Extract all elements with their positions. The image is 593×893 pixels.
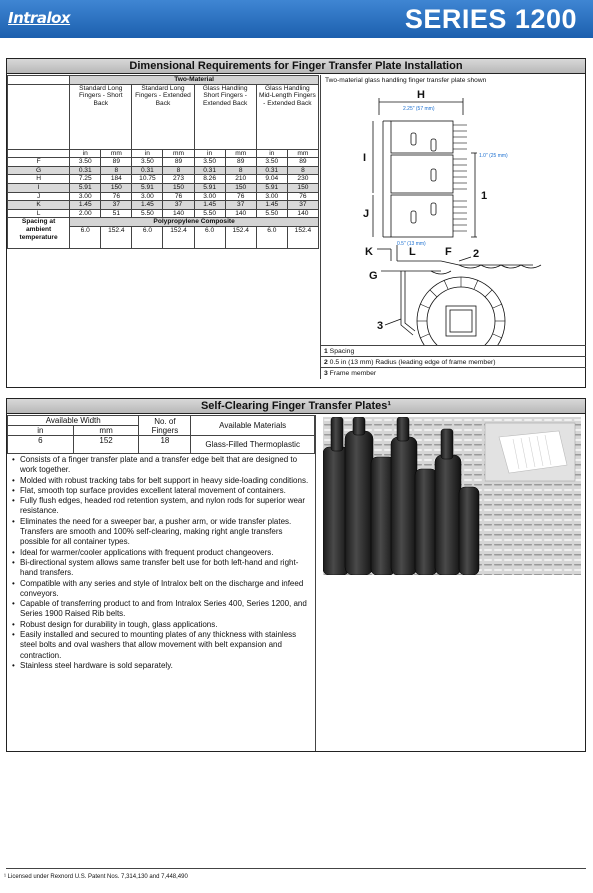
dimension-value: 150: [287, 183, 318, 192]
dimension-row: [8, 158, 319, 167]
dim-label-h: H: [417, 89, 425, 101]
feature-item: • Molded with robust tracking tabs for belt support in heavy side-loading conditions.: [11, 476, 313, 486]
dimensions-panel: [6, 58, 586, 388]
unit-label: in: [194, 149, 225, 158]
feature-item: • Fully flush edges, headed rod retention system, and nylon rods for superior wear resistance.: [11, 496, 313, 517]
unit-label: mm: [163, 149, 194, 158]
dimension-label: F: [8, 158, 70, 167]
width-in: 6: [8, 436, 74, 454]
self-clearing-table: [7, 415, 315, 454]
dimension-value: 5.50: [194, 209, 225, 218]
spacing-value: 152.4: [287, 226, 318, 248]
unit-label: in: [70, 149, 101, 158]
dimension-value: 89: [101, 158, 132, 167]
legend-item: 3 Frame member: [324, 370, 377, 377]
dimension-row: [8, 183, 319, 192]
spacing-value: 152.4: [101, 226, 132, 248]
dim-note-right: 1.0" (25 mm): [479, 153, 508, 159]
column-header: Standard Long Fingers - Short Back: [70, 84, 132, 149]
dimension-value: 8: [225, 166, 256, 175]
column-header: Glass Handling Mid-Length Fingers - Extended Back: [256, 84, 318, 149]
dimension-value: 3.50: [70, 158, 101, 167]
spacing-value: 152.4: [163, 226, 194, 248]
unit-label: mm: [287, 149, 318, 158]
dimension-label: K: [8, 201, 70, 210]
material: Glass-Filled Thermoplastic: [191, 436, 315, 454]
feature-item: • Stainless steel hardware is sold separately.: [11, 661, 313, 671]
dimension-value: 8: [163, 166, 194, 175]
unit-label: mm: [225, 149, 256, 158]
dimension-value: 150: [163, 183, 194, 192]
feature-item: • Ideal for warmer/cooler applications with frequent product changeovers.: [11, 548, 313, 558]
dim-label-g: G: [369, 270, 378, 282]
dimension-value: 273: [163, 175, 194, 184]
unit-mm: mm: [73, 426, 139, 436]
dimension-value: 0.31: [70, 166, 101, 175]
dimension-label: H: [8, 175, 70, 184]
fingers-header: No. of Fingers: [139, 416, 191, 436]
dimension-value: 210: [225, 175, 256, 184]
dimension-value: 37: [287, 201, 318, 210]
dimension-value: 0.31: [194, 166, 225, 175]
dimension-value: 184: [101, 175, 132, 184]
dimension-value: 37: [101, 201, 132, 210]
dimension-value: 51: [101, 209, 132, 218]
dimension-value: 9.04: [256, 175, 287, 184]
dimension-value: 2.00: [70, 209, 101, 218]
dimension-value: 3.50: [256, 158, 287, 167]
dimension-value: 89: [163, 158, 194, 167]
callout-3: 3: [377, 320, 384, 332]
dimension-label: I: [8, 183, 70, 192]
dim-label-l: L: [409, 246, 416, 258]
dimension-value: 8: [287, 166, 318, 175]
dimension-value: 0.31: [132, 166, 163, 175]
spacing-value: 152.4: [225, 226, 256, 248]
feature-list: [11, 455, 313, 671]
dim-label-i: I: [363, 152, 367, 164]
spacing-value: 6.0: [132, 226, 163, 248]
feature-item: • Robust design for durability in tough, glass applications.: [11, 620, 313, 630]
dimension-value: 140: [225, 209, 256, 218]
dimension-label: J: [8, 192, 70, 201]
feature-item: • Bi-directional system allows same transfer belt use for both left-hand and right-hand transfers.: [11, 558, 313, 579]
dim-label-j: J: [363, 208, 370, 220]
dim-label-k: K: [365, 246, 373, 258]
fingers-count: 18: [139, 436, 191, 454]
dimension-value: 3.50: [132, 158, 163, 167]
dimensions-table: [7, 75, 319, 249]
dim-note-top: 2.25" (57 mm): [403, 106, 435, 112]
column-header: Glass Handling Short Fingers - Extended Back: [194, 84, 256, 149]
dimension-value: 5.91: [256, 183, 287, 192]
feature-item: • Compatible with any series and style of Intralox belt on the discharge and infeed conveyors.: [11, 579, 313, 600]
feature-item: • Consists of a finger transfer plate and a transfer edge belt that are designed to work together.: [11, 455, 313, 476]
callout-2: 2: [473, 248, 480, 260]
dimension-value: 230: [287, 175, 318, 184]
intralox-logo: Intralox: [8, 9, 71, 27]
unit-label: in: [256, 149, 287, 158]
dimension-label: L: [8, 209, 70, 218]
patent-footnote: ¹ Licensed under Rexnord U.S. Patent Nos. 7,314,130 and 7,448,490: [4, 874, 188, 880]
dimension-value: 5.50: [132, 209, 163, 218]
callout-1: 1: [481, 190, 488, 202]
dimension-row: [8, 166, 319, 175]
dimension-value: 37: [225, 201, 256, 210]
transfer-plate-figure: [320, 75, 585, 345]
dimension-value: 0.31: [256, 166, 287, 175]
materials-header: Available Materials: [191, 416, 315, 436]
feature-item: • Flat, smooth top surface provides excellent lateral movement of containers.: [11, 486, 313, 496]
dimension-value: 3.50: [194, 158, 225, 167]
unit-label: in: [132, 149, 163, 158]
dimension-value: 1.45: [70, 201, 101, 210]
dimension-value: 89: [225, 158, 256, 167]
bottles-on-belt-image: [323, 417, 581, 575]
dimension-value: 89: [287, 158, 318, 167]
feature-item: • Capable of transferring product to and from Intralox Series 400, Series 1200, and Series 1900 Raised Rib belts.: [11, 599, 313, 620]
unit-label: mm: [101, 149, 132, 158]
dimension-value: 5.91: [70, 183, 101, 192]
self-clearing-panel: [6, 398, 586, 752]
dimension-value: 3.00: [194, 192, 225, 201]
dimension-value: 5.91: [132, 183, 163, 192]
dimension-value: 37: [163, 201, 194, 210]
dimension-row: [8, 175, 319, 184]
series-title: SERIES 1200: [404, 4, 577, 34]
dimension-value: 76: [225, 192, 256, 201]
dimension-value: 140: [163, 209, 194, 218]
group-header: Two-Material: [70, 76, 319, 85]
dimension-value: 150: [101, 183, 132, 192]
figure-legend: [320, 345, 586, 379]
poly-header: Polypropylene Composite: [70, 218, 319, 227]
figure-caption: Two-material glass handling finger transfer plate shown: [325, 77, 487, 84]
feature-item: • Eliminates the need for a sweeper bar, a pusher arm, or wide transfer plates. Transfers are smooth and 100% self-clearing, making right angle transfers possible for all container types.: [11, 517, 313, 548]
dimension-value: 3.00: [132, 192, 163, 201]
header-banner: [0, 0, 593, 38]
dimension-value: 10.75: [132, 175, 163, 184]
feature-item: • Easily installed and secured to mounting plates of any thickness with stainless steel bolts and oval washers that allow movement with belt expansion and contraction.: [11, 630, 313, 661]
spacing-value: 6.0: [256, 226, 287, 248]
column-divider: [315, 415, 316, 751]
dimension-value: 3.00: [70, 192, 101, 201]
dimension-value: 5.50: [256, 209, 287, 218]
dimension-value: 1.45: [256, 201, 287, 210]
spacing-label: Spacing at ambient temperature: [8, 218, 70, 249]
dimension-value: 140: [287, 209, 318, 218]
unit-in: in: [8, 426, 74, 436]
dimension-value: 5.91: [194, 183, 225, 192]
dimension-value: 7.25: [70, 175, 101, 184]
dimension-row: [8, 209, 319, 218]
dimension-value: 1.45: [132, 201, 163, 210]
spacing-value: 6.0: [70, 226, 101, 248]
dimension-value: 76: [287, 192, 318, 201]
dimension-value: 3.00: [256, 192, 287, 201]
dimension-value: 76: [163, 192, 194, 201]
dimension-value: 8.26: [194, 175, 225, 184]
dimension-value: 1.45: [194, 201, 225, 210]
legend-item: 2 0.5 in (13 mm) Radius (leading edge of frame member): [321, 357, 586, 368]
dimension-value: 76: [101, 192, 132, 201]
dimension-value: 150: [225, 183, 256, 192]
self-clearing-title: Self-Clearing Finger Transfer Plates¹: [7, 399, 585, 414]
width-header: Available Width: [8, 416, 139, 426]
dim-note-small: 0.5" (13 mm): [397, 241, 426, 247]
dim-label-f: F: [445, 246, 452, 258]
dimension-label: G: [8, 166, 70, 175]
product-photo: [323, 417, 581, 575]
spacing-value: 6.0: [194, 226, 225, 248]
column-header: Standard Long Fingers - Extended Back: [132, 84, 194, 149]
dimensions-title: Dimensional Requirements for Finger Transfer Plate Installation: [7, 59, 585, 74]
dimension-row: [8, 192, 319, 201]
dimension-row: [8, 201, 319, 210]
dimension-value: 8: [101, 166, 132, 175]
width-mm: 152: [73, 436, 139, 454]
transfer-plate-drawing: [321, 75, 586, 345]
legend-item: 1 Spacing: [321, 346, 586, 357]
footnote-rule: [6, 868, 586, 869]
